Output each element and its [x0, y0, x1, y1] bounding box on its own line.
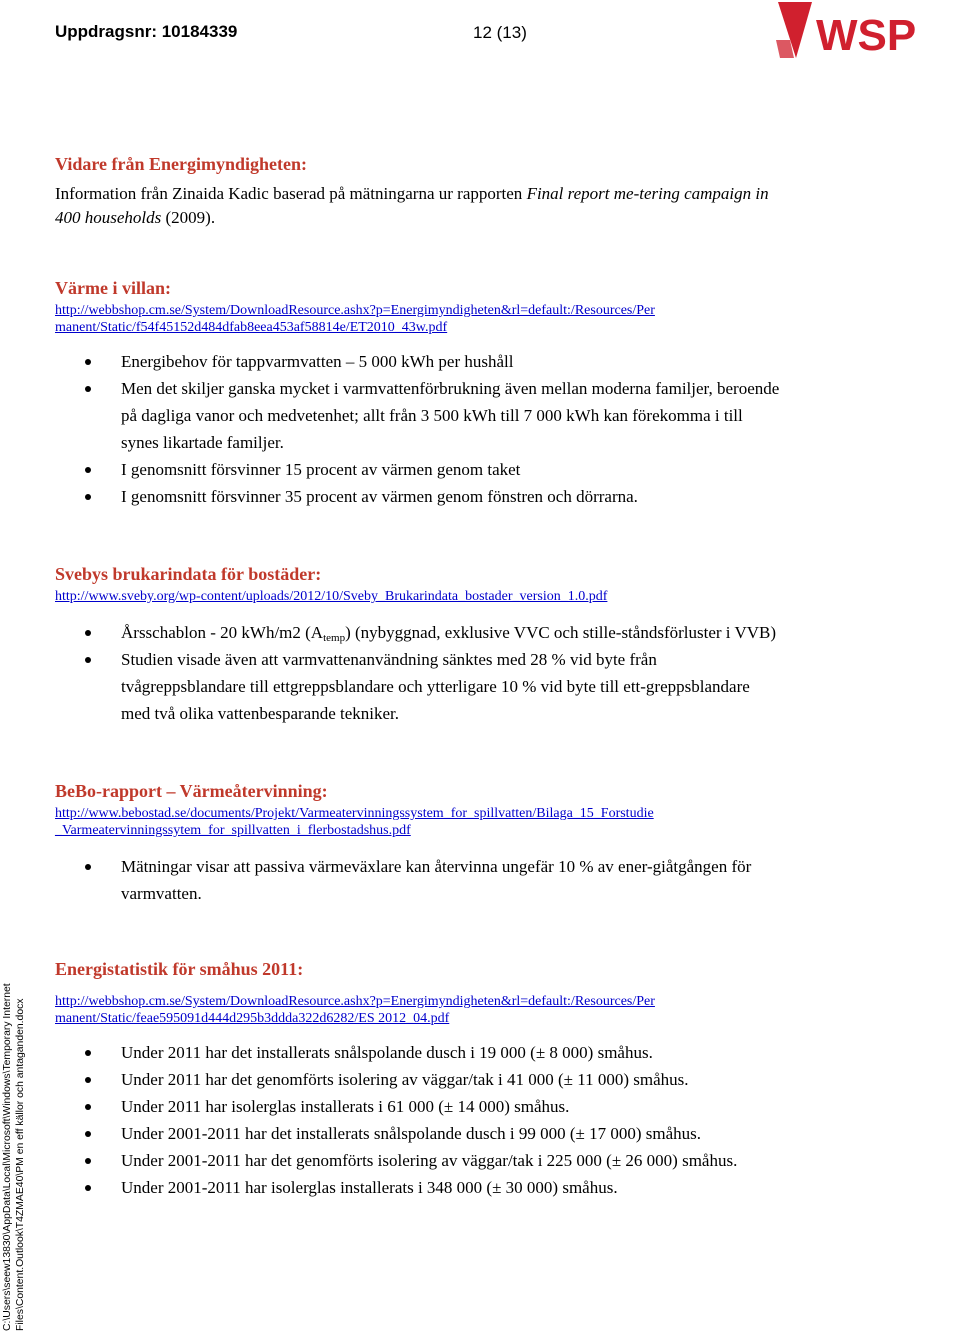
- list-item: Mätningar visar att passiva värmeväxlare kan återvinna ungefär 10 % av ener-giåtgången för varmvatten.: [55, 853, 780, 907]
- list-item: I genomsnitt försvinner 35 procent av värmen genom fönstren och dörrarna.: [55, 483, 780, 510]
- section-sveby: [55, 562, 780, 727]
- list-item: Under 2011 har det genomförts isolering av väggar/tak i 41 000 (± 11 000) småhus.: [55, 1066, 780, 1093]
- bullet-icon: [85, 467, 91, 473]
- bullet-icon: [85, 630, 91, 636]
- bullet-icon: [85, 1077, 91, 1083]
- list-item: Under 2001-2011 har det installerats snålspolande dusch i 99 000 (± 17 000) småhus.: [55, 1120, 780, 1147]
- list-item: Under 2011 har isolerglas installerats i 61 000 (± 14 000) småhus.: [55, 1093, 780, 1120]
- source-link[interactable]: http://www.bebostad.se/documents/Projekt/Varmeatervinningssystem_for_spillvatten/Bilaga_15_Forstudie _Varmeatervinningssytem_for_spillvatten_i_flerbostadshus.pdf: [55, 806, 654, 838]
- list-item: Men det skiljer ganska mycket i varmvattenförbrukning även mellan moderna familjer, beroende på dagliga vanor och medvetenhet; allt från 3 500 kWh till 7 000 kWh kan förekomma i till synes likartade familjer.: [55, 375, 780, 456]
- list-item: Energibehov för tappvarmvatten – 5 000 kWh per hushåll: [55, 348, 780, 375]
- bullet-icon: [85, 1185, 91, 1191]
- page-header: [55, 22, 615, 48]
- section-energistatistik: [55, 957, 780, 1201]
- bullet-icon: [85, 359, 91, 365]
- bullet-icon: [85, 864, 91, 870]
- wsp-logo: [770, 0, 960, 62]
- section-heading: BeBo-rapport – Värmeåtervinning:: [55, 781, 328, 801]
- report-title: Final report me-tering campaign in 400 households: [55, 184, 769, 227]
- bullet-icon: [85, 386, 91, 392]
- bullet-icon: [85, 1050, 91, 1056]
- bullet-icon: [85, 1104, 91, 1110]
- bullet-icon: [85, 1158, 91, 1164]
- section-heading: Vidare från Energimyndigheten:: [55, 154, 307, 174]
- order-number: Uppdragsnr: 10184339: [55, 22, 238, 41]
- list-item: Årsschablon - 20 kWh/m2 $(A_{temp})$ (nybyggnad, exklusive VVC och stille-ståndsförluster i VVB): [55, 619, 780, 646]
- bullet-icon: [85, 494, 91, 500]
- document-body: [55, 152, 780, 1201]
- file-path-line-1: C:\Users\seew13830\AppData\Local\Microsoft\Windows\Temporary Internet: [2, 983, 13, 1331]
- file-path-margin: [2, 951, 27, 1331]
- source-link[interactable]: http://www.sveby.org/wp-content/uploads/2012/10/Sveby_Brukarindata_bostader_version_1.0.pdf: [55, 589, 608, 604]
- bullet-list: [55, 619, 780, 727]
- source-link[interactable]: http://webbshop.cm.se/System/DownloadResource.ashx?p=Energimyndigheten&rl=default:/Resources/Per manent/Static/f54f45152d484dfab8eea453af58814e/ET2010_43w.pdf: [55, 303, 655, 335]
- section-varme-villan: [55, 276, 780, 510]
- section-heading: Värme i villan:: [55, 278, 171, 298]
- logo-text: WSP: [816, 11, 917, 60]
- bullet-list: [55, 853, 780, 907]
- source-link[interactable]: http://webbshop.cm.se/System/DownloadResource.ashx?p=Energimyndigheten&rl=default:/Resources/Per manent/Static/feae595091d444d295b3ddda322d6282/ES 2012_04.pdf: [55, 994, 655, 1026]
- section-bebo: [55, 779, 780, 907]
- bullet-list: [55, 348, 780, 510]
- bullet-list: [55, 1039, 780, 1201]
- list-item: Under 2001-2011 har isolerglas installerats i 348 000 (± 30 000) småhus.: [55, 1174, 780, 1201]
- intro-paragraph: Information från Zinaida Kadic baserad på mätningarna ur rapporten Final report me-tering campaign in 400 households (2009).: [55, 184, 769, 227]
- section-heading: Svebys brukarindata för bostäder:: [55, 564, 322, 584]
- section-heading: Energistatistik för småhus 2011:: [55, 959, 304, 979]
- file-path-line-2: Files\Content.Outlook\T4ZMAE40\PM en eff källor och antaganden.docx: [14, 998, 26, 1331]
- list-item: Studien visade även att varmvattenanvändning sänktes med 28 % vid byte från tvågreppsblandare till ettgreppsblandare och ytterligare 10 % vid byte till ett-greppsblandare med två olika vattenbesparande tekniker.: [55, 646, 780, 727]
- list-item: Under 2001-2011 har det genomförts isolering av väggar/tak i 225 000 (± 26 000) småhus.: [55, 1147, 780, 1174]
- list-item: I genomsnitt försvinner 15 procent av värmen genom taket: [55, 456, 780, 483]
- section-energimyndigheten: [55, 152, 780, 230]
- list-item: Under 2011 har det installerats snålspolande dusch i 19 000 (± 8 000) småhus.: [55, 1039, 780, 1066]
- bullet-icon: [85, 657, 91, 663]
- bullet-icon: [85, 1131, 91, 1137]
- page-number: 12 (13): [473, 23, 527, 42]
